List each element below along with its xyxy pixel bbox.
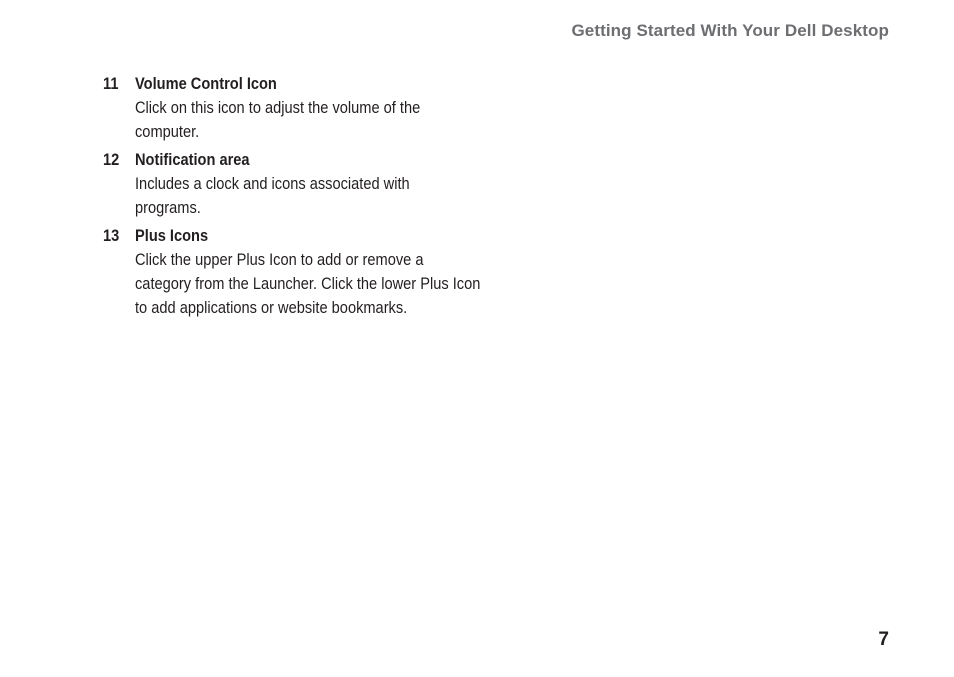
running-header: Getting Started With Your Dell Desktop: [571, 21, 889, 40]
callout-description: Includes a clock and icons associated with programs.: [135, 174, 410, 217]
callout-description: Click on this icon to adjust the volume of the computer.: [135, 98, 421, 141]
callout-title: Volume Control Icon: [135, 74, 277, 93]
callout-item-notification-area: [103, 148, 483, 220]
callout-title: Plus Icons: [135, 226, 209, 245]
callout-list: [103, 72, 483, 324]
callout-description: Click the upper Plus Icon to add or remove a category from the Launcher. Click the lower Plus Icon to add applications or website bookmarks.: [135, 250, 481, 317]
callout-number: 13: [103, 226, 120, 245]
callout-number: 11: [103, 74, 119, 93]
callout-number: 12: [103, 150, 120, 169]
callout-item-volume-control: [103, 72, 483, 144]
page-number: 7: [878, 629, 889, 650]
callout-title: Notification area: [135, 150, 250, 169]
callout-item-plus-icons: [103, 224, 483, 320]
